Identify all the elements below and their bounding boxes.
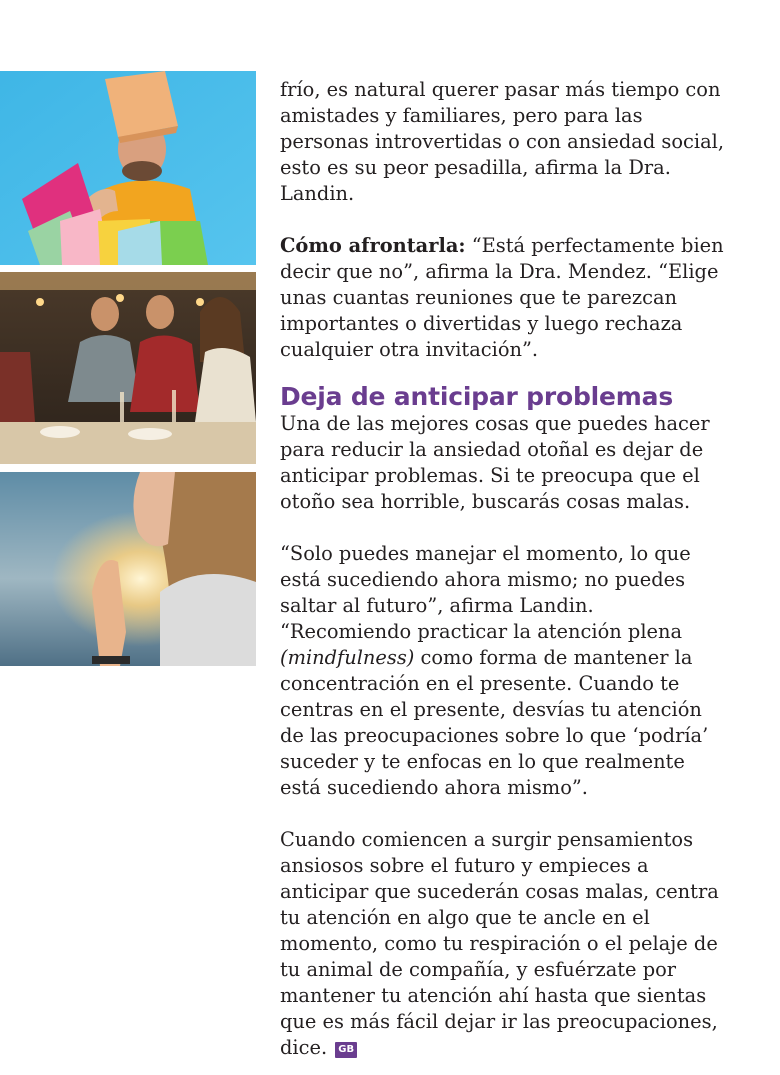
quote-part-1: “Solo puedes manejar el momento, lo que está sucediendo ahora mismo; no puedes saltar al futuro”, afirma Landin. “Recomiendo practicar la atención plena bbox=[280, 542, 691, 643]
how-to-cope-label: Cómo afrontarla: bbox=[280, 234, 466, 257]
how-to-cope-text: “Está perfectamente bien decir que no”, afirma la Dra. Mendez. “Elige unas cuantas reuniones que te parezcan importantes o divertidas y luego rechaza cualquier otra invitación”. bbox=[280, 234, 724, 361]
conclusion-text: Cuando comiencen a surgir pensamientos ansiosos sobre el futuro y empieces a anticipar que sucederán cosas malas, centra tu atención en algo que te ancle en el momento, como tu respiración o el pelaje de tu animal de compañía, y esfuérzate por mantener tu atención ahí hasta que sientas que es más fácil dejar ir las preocupaciones, dice. bbox=[280, 828, 719, 1059]
paragraph-intro: frío, es natural querer pasar más tiempo con amistades y familiares, pero para las personas introvertidas o con ansiedad social, esto es su peor pesadilla, afirma la Dra. Landin. bbox=[280, 78, 725, 205]
paragraph-how-to-cope bbox=[280, 233, 728, 363]
paragraph-quote-landin bbox=[280, 541, 728, 801]
photo-meditation bbox=[0, 472, 256, 666]
quote-mindfulness: (mindfulness) bbox=[280, 646, 415, 669]
end-mark-badge: GB bbox=[335, 1042, 357, 1058]
paragraph-conclusion bbox=[280, 827, 728, 1061]
photo-shopping-bag-man bbox=[0, 71, 256, 265]
quote-part-2: como forma de mantener la concentración en el presente. Cuando te centras en el presente, desvías tu atención de las preocupaciones sobre lo que ‘podría’ suceder y te enfocas en lo que realmente está sucediendo ahora mismo”. bbox=[280, 646, 709, 799]
article-text-column bbox=[280, 77, 728, 1061]
section-heading: Deja de anticipar problemas bbox=[280, 382, 674, 411]
paragraph-anticipate: Una de las mejores cosas que puedes hacer para reducir la ansiedad otoñal es dejar de anticipar problemas. Si te preocupa que el otoño sea horrible, buscarás cosas malas. bbox=[280, 412, 710, 513]
photo-friends-dinner bbox=[0, 272, 256, 464]
